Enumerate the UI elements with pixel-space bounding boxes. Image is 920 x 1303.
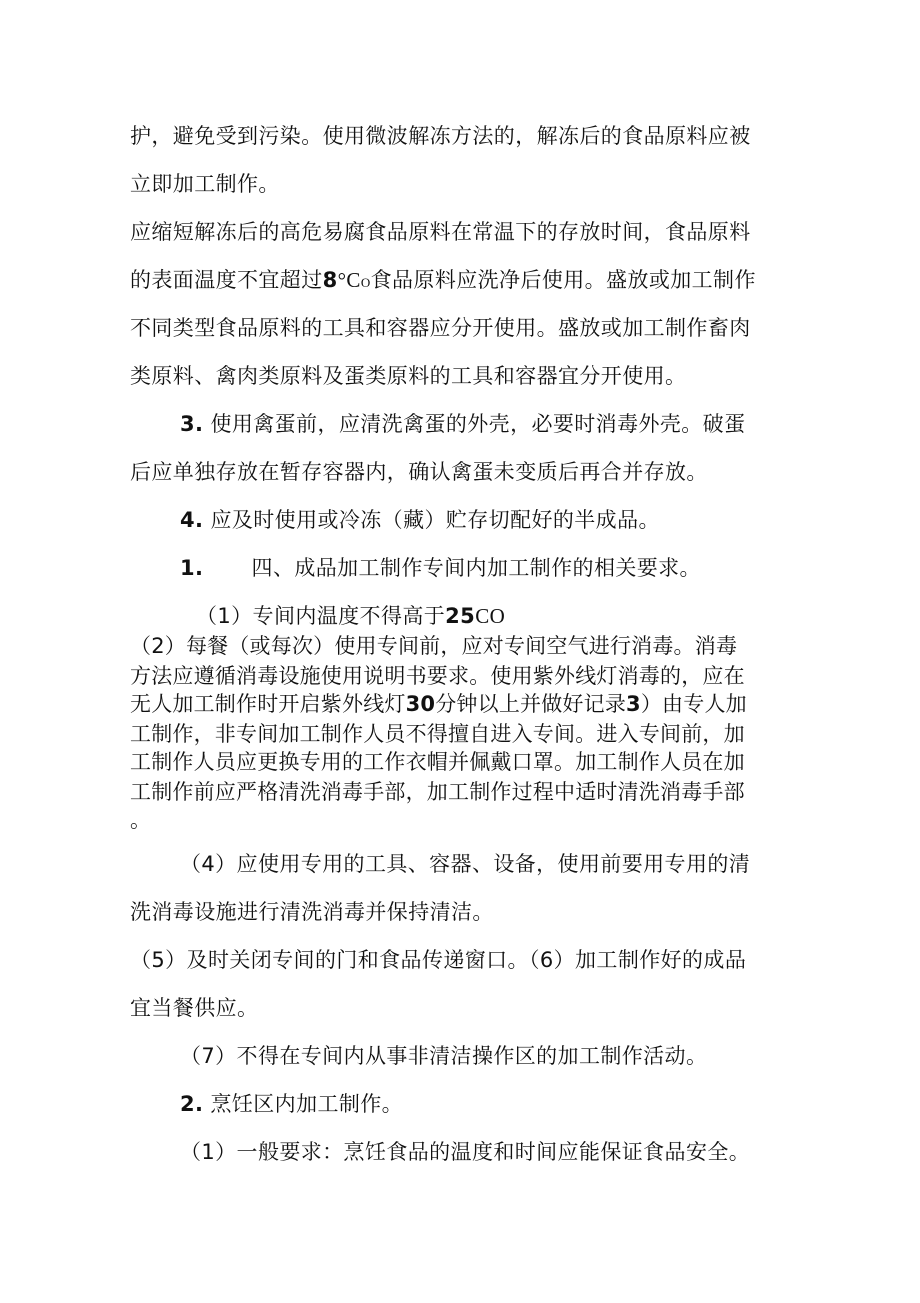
list-number: 4. [180, 508, 204, 532]
list-number: 1. [180, 556, 204, 580]
unit-subscript: O [360, 275, 371, 290]
paragraph-line: （4）应使用专用的工具、容器、设备，使用前要用专用的清 [180, 852, 751, 876]
paragraph-line: 护，避免受到污染。使用微波解冻方法的，解冻后的食品原料应被 [130, 124, 751, 148]
paragraph-line: 应缩短解冻后的高危易腐食品原料在常温下的存放时间，食品原料 [130, 220, 751, 244]
list-number: 3. [180, 412, 204, 436]
paragraph-line: 工制作，非专间加工制作人员不得擅自进入专间。进入专间前，加 [130, 722, 745, 746]
unit-text: °C [337, 268, 361, 292]
paragraph-line: （7）不得在专间内从事非清洁操作区的加工制作活动。 [180, 1044, 708, 1068]
paragraph-line: 不同类型食品原料的工具和容器应分开使用。盛放或加工制作畜肉 [130, 316, 751, 340]
paragraph-line: 宜当餐供应。 [130, 996, 259, 1020]
text-segment: ）由专人加 [640, 692, 747, 716]
unit-text: CO [475, 604, 506, 628]
paragraph-line: 方法应遵循消毒设施使用说明书要求。使用紫外线灯消毒的，应在 [130, 664, 745, 688]
text-segment: （1）专间内温度不得高于 [196, 604, 446, 628]
paragraph-line: （1）一般要求：烹饪食品的温度和时间应能保证食品安全。 [180, 1140, 751, 1164]
text-segment: 无人加工制作时开启紫外线灯 [130, 692, 406, 716]
heading-text: 烹饪区内加工制作。 [210, 1092, 404, 1116]
paragraph-line: 工制作前应严格清洗消毒手部，加工制作过程中适时清洗消毒手部 [130, 780, 745, 804]
paragraph-line [130, 266, 756, 297]
text-segment: 食品原料应洗净后使用。盛放或加工制作 [370, 268, 756, 292]
text-segment: 分钟以上并做好记录 [435, 692, 627, 716]
paragraph-line: 工制作人员应更换专用的工作衣帽并佩戴口罩。加工制作人员在加 [130, 750, 745, 774]
paragraph-line [180, 410, 745, 438]
text-segment: 应及时使用或冷冻（藏）贮存切配好的半成品。 [210, 508, 660, 532]
section-heading [180, 1090, 403, 1118]
paragraph-line: 。 [130, 808, 152, 832]
text-segment: 使用禽蛋前，应清洗禽蛋的外壳，必要时消毒外壳。破蛋 [210, 412, 746, 436]
paragraph-line: （5）及时关闭专间的门和食品传递窗口。（6）加工制作好的成品 [130, 948, 747, 972]
paragraph-line: 立即加工制作。 [130, 172, 280, 196]
number-text: 3 [626, 692, 641, 716]
number-text: 8 [322, 268, 338, 292]
paragraph-line [196, 602, 505, 630]
paragraph-line: 后应单独存放在暂存容器内，确认禽蛋未变质后再合并存放。 [130, 460, 708, 484]
paragraph-line [180, 506, 660, 534]
number-text: 30 [405, 692, 436, 716]
paragraph-line: 洗消毒设施进行清洗消毒并保持清洁。 [130, 900, 494, 924]
paragraph-line [130, 690, 747, 718]
paragraph-line: 类原料、禽肉类原料及蛋类原料的工具和容器宜分开使用。 [130, 364, 687, 388]
section-heading [180, 554, 701, 582]
paragraph-line: （2）每餐（或每次）使用专间前，应对专间空气进行消毒。消毒 [130, 634, 738, 658]
heading-text: 四、成品加工制作专间内加工制作的相关要求。 [251, 556, 701, 580]
list-number: 2. [180, 1092, 204, 1116]
number-text: 25 [445, 604, 476, 628]
text-segment: 的表面温度不宜超过 [130, 268, 323, 292]
